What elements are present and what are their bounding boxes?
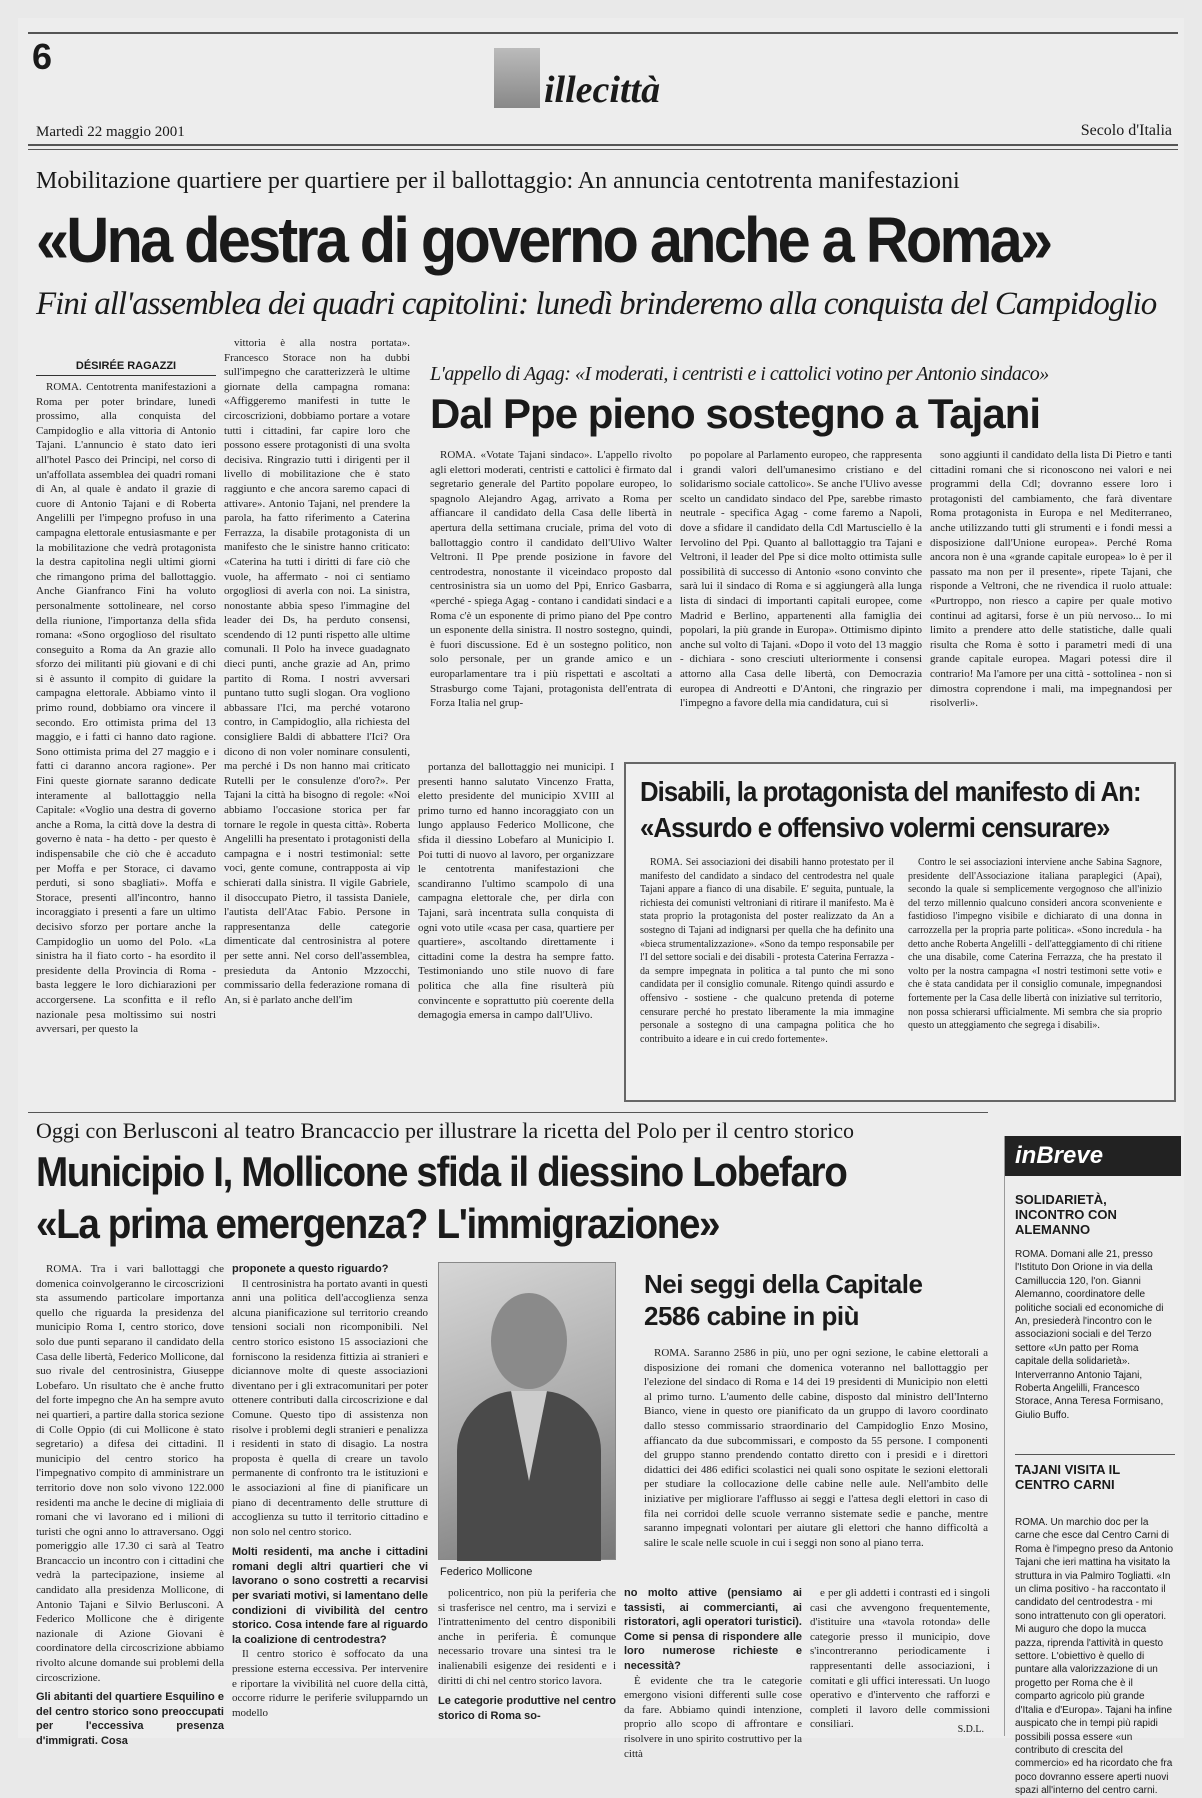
lead-byline: DÉSIRÉE RAGAZZI — [36, 360, 216, 376]
municipio-headline-2: «La prima emergenza? L'immigrazione» — [36, 1200, 720, 1247]
municipio-kicker: Oggi con Berlusconi al teatro Brancaccio per illustrare la ricetta del Polo per il centro storico — [36, 1118, 854, 1143]
breve-item-1-text: ROMA. Domani alle 21, presso l'Istituto Don Orione in via della Camilluccia 120, l'on. Gianni Alemanno, coordinatore delle politiche sociali ed economiche di An, presiederà l'incontro con le associazioni sociali e del Terzo settore «Un patto per Roma capitale della solidarietà». Interverranno Antonio Tajani, Roberta Angelilli, Francesco Storace, Anna Teresa Formisano, Giulio Buffo. — [1015, 1249, 1164, 1421]
in-breve-tag: inBreve — [1005, 1136, 1181, 1176]
disabili-headline-2: «Assurdo e offensivo volermi censurare» — [640, 812, 1110, 843]
disabili-column-2: Contro le sei associazioni interviene anche Sabina Sagnore, presidente dell'Associazione italiana paraplegici (Apai), secondo la quale si semplicemente vergognoso che all'inizio del terzo millennio qualcuno consideri ancora sconveniente e fastidioso l'impegno visibile e dichiarato di una donna in carrozzella per la propria parte politica». «Sono incredula - ha detto anche Roberta Angelilli - dell'atteggiamento di chi ritiene che una disabile, come Caterina Ferrazza, che ha prestato il volto per la nostra campagna «I nostri testimoni sette voti» e che è stata candidata per il consiglio comunale, impegnandosi fortemente per la Casa delle libertà con iniziative sul territorio, non possa schierarsi ufficialmente. Mi sembra che sia proprio questo un atteggiamento che segrega i disabili». — [908, 857, 1162, 1032]
agag-column-1: ROMA. «Votate Tajani sindaco». L'appello rivolto agli elettori moderati, centristi e cattolici è firmato dal segretario generale del Partito popolare europeo, lo spagnolo Alejandro Agag, arrivato a Roma per affiancare il candidato della Casa delle libertà in apertura della settimana cruciale, prima del voto di ballottaggio contro il candidato dell'Ulivo Walter Veltroni. Il Ppe prende posizione in favore del centrodestra, nonostante il viceindaco proposto dal centrosinistra sia un uomo del Ppi, Enrico Gasbarra, «perché - spiega Agag - contano i candidati sindaci e a Roma c'è un esponente di primo piano del Ppe contro un esponente della sinistra. Il nostro sostegno, quindi, è fuori discussione. Ed è un sostegno politico, non solo personale, per un grande amico e un europarlamentare tra i più rispettati e ascoltati a Strasburgo come Tajani, protagonista dell'entrata di Forza Italia nel grup- — [430, 449, 672, 710]
municipio-question-1-end: proponete a questo riguardo? — [232, 1263, 389, 1275]
municipio-column-2: proponete a questo riguardo? Il centrosinistra ha portato avanti in questi anni una politica dell'accoglienza senza alcuna pianificazione sul territorio creando tensioni sociali non ricomponibili. Nel centro storico esistono 15 associazioni che forniscono la residenza fittizia ai stranieri e diciannove molte di queste associazioni diventano per i gli extracomunitari per poter ottenere contributi dalla circoscrizione e dal Comune. Questo tipo di assistenza non risolve i problemi degli stranieri e penalizza i residenti in stato di disagio. La nostra proposta è quella di creare un tavolo permanente di confronto tra le istituzioni e le associazioni al fine di pianificare un piano di decentramento delle strutture di accoglienza su tutto il territorio cittadino e non solo nel centro storico. Molti residenti, ma anche i cittadini romani degli altri quartieri che vi lavorano o sono costretti a recarvisi per svariati motivi, si lamentano delle condizioni di vivibilità del centro storico. Cosa intende fare al riguardo la coalizione di centrodestra? Il centro storico è soffocato da una pressione esterna eccessiva. Per intervenire e riportare la vivibilità nel cuore della città, occorre ridurre le periferie svilupparndo un modello — [232, 1263, 428, 1719]
lead-column-1: ROMA. Centotrenta manifestazioni a Roma per poter brindare, lunedì prossimo, alla conquista del Campidoglio e alla vittoria di Antonio Tajani. L'annuncio è stato dato ieri all'hotel Pasco dei Principi, nel corso di un'affollata assemblea dei quadri romani di An, al quale è andato il grazie di cuore di Antonio Tajani e di Roberta Angelilli per l'impegno profuso in una campagna elettorale entusiasmante e per la mobilitazione che vedrà protagonista la destra capitolina negli ultimi giorni che rimangono prima del ballottaggio. Anche Gianfranco Fini ha voluto personalmente sottolineare, nel corso della riunione, l'importanza della sfida romana: «Sono orgoglioso del risultato conseguito a Roma da An grazie allo sforzo dei militanti più giovani e di chi si è assunto il compito di guidare la campagna elettorale. Abbiamo vinto il primo round, dobbiamo ora vincere il secondo. Ero ottimista prima del 13 maggio, e i fatti ci hanno dato ragione. Sono ottimista prima del 27 maggio e i fatti ci daranno ancora ragione». Per Fini queste giornate saranno dedicate interamente al ballottaggio nella Capitale: «Voglio una destra di governo anche a Roma, la città dove la destra di governo è nata - ha detto - per questo è indispensabile che ciò che è accaduto per Moffa e per Storace, ci davamo perduti, si sono sbagliati». Moffa e Storace, presenti all'incontro, hanno incoraggiato i presenti a fare un ultimo decisivo sforzo per portare anche la Campidoglio un uomo del Polo. «La sinistra ha il fiato corto - ha esordito il presidente della Provincia di Roma - basta leggere le loro dichiarazioni per accorgersene. La sconfitta e il reflo nazionale pesa moltissimo sui nostri avversari, per questo la — [36, 381, 216, 1036]
paper-name: Secolo d'Italia — [1080, 122, 1172, 139]
municipio-column-1: ROMA. Tra i vari ballottaggi che domenica coinvolgeranno le circoscrizioni sta assumendo particolare importanza quello che riguarda la presidenza del municipio Roma I, centro storico, dove solo due punti separano il candidato della Casa delle libertà, Federico Mollicone, dal suo rivale del centrosinistra, Giuseppe Lobefaro. Un risultato che è anche frutto del forte impegno che An ha sempre avuto nei quartieri, a partire dalla storica sezione di Colle Oppio (di cui Mollicone è stato segretario) a difesa dei cittadini. Il municipio del centro storico ha l'impegnativo compito di amministrare un territorio dove non solo vivono 122.000 residenti ma anche le decine di migliaia di romani che vi lavorano ed i milioni di turisti che ogni anno lo attraversano. Oggi pomeriggio alle 17.30 ci sarà al Teatro Brancaccio un incontro con i cittadini che vedrà la partecipazione, insieme al candidato alla presidenza Mollicone, di Antonio Tajani e Silvio Berlusconi. A Federico Mollicone che è dirigente nazionale di Azione Giovani è coordinatore della circoscrizione abbiamo rivolto alcune domande sui problemi della circoscrizione. — [36, 1263, 224, 1684]
disabili-column-1: ROMA. Sei associazioni dei disabili hanno protestato per il manifesto del candidato a sindaco del centrodestra nel quale Tajani appare a fianco di una disabile. E' seguita, puntuale, la richiesta dei comunisti veltroniani di ritirare il manifesto. Ma è stata proprio la protagonista del poster realizzato da An a sostegno di Tajani ad indignarsi per quella che ha definito una «bieca strumentalizzazione». «Sono da tempo responsabile per l'I del settore sociali e dei disabili - protesta Caterina Ferrazza - da sempre impegnata in politica a tal punto che mi sono candidata per il consiglio comunale. Ritengo quindi assurdo e offensivo - sostiene - che qualcuno pretenda di poterne censurare perché ho prestato liberamente la mia immagine personale a sostegno di una campagna politica che ho contribuito a ideare e in cui credo fortemente». — [640, 857, 894, 1045]
agag-headline: Dal Ppe pieno sostegno a Tajani — [430, 390, 1041, 437]
lead-headline: «Una destra di governo anche a Roma» — [36, 204, 1051, 276]
photo-caption: Federico Mollicone — [440, 1566, 533, 1578]
municipio-question-1: Gli abitanti del quartiere Esquilino e del centro storico sono preoccupati per l'eccessiva presenza d'immigrati. Cosa — [36, 1691, 224, 1747]
masthead-rule-thin — [28, 149, 1178, 150]
lead-column-3: portanza del ballottaggio nei municipi. I presenti hanno salutato Vincenzo Fratta, eletto presidente del municipio XVIII al primo turno ed hanno incoraggiato con un lungo applauso Federico Mollicone, che sfida il diessino Lobefaro al Municipio I. Poi tutti di nuovo al lavoro, per organizzare le centotrenta manifestazioni che scandiranno l'ultimo scampolo di una campagna elettorale che, per dirla con Tajani, sarà incentrata sulla conquista di ogni voto utile «casa per casa, quartiere per quartiere», ascoltando direttamente i cittadini come la destra ha sempre fatto. Testimoniando uno stile nuovo di fare politica che alla fine risulterà più convincente e soprattutto più coerente della demagogia emersa in campo dall'Ulivo. — [418, 761, 614, 1022]
breve-item-2-text: ROMA. Un marchio doc per la carne che esce dal Centro Carni di Roma è l'impegno preso da Antonio Tajani che ieri mattina ha visitato la struttura in via Palmiro Togliatti. «In un clima positivo - ha raccontato il candidato del centrodestra - mi sono intrattenuto con gli operatori. Mi auguro che dopo la mucca pazza, riprenda l'attività in questo settore. L'obiettivo è quello di puntare alla valorizzazione di un progetto per Roma che è il comparto agricolo più grande d'Italia e d'Europa». Tajani ha infine auspicato che in tempi più rapidi possibili possa essere «un contributo di crescita del commercio» ed ha ricordato che fra poco dovranno essere aperti nuovi spazi all'interno del centro carni. — [1015, 1517, 1174, 1797]
page-number: 6 — [32, 36, 53, 77]
municipio-column-4: no molto attive (pensiamo ai tassisti, ai commercianti, ai ristoratori, agli operatori turistici). Come si pensa di rispondere alle loro numerose richieste e necessità? È evidente che tra le categorie emergono visioni differenti sulle cose da fare. Abbiamo quindi intenzione, proprio allo scopo di affrontare e risolvere in uno spirito costruttivo per la città — [624, 1587, 802, 1760]
breve-item-1-title: SOLIDARIETÀ, INCONTRO CON ALEMANNO — [1015, 1192, 1117, 1237]
lead-kicker: Mobilitazione quartiere per quartiere per il ballottaggio: An annuncia centotrenta manifestazioni — [36, 168, 960, 194]
agag-column-2: po popolare al Parlamento europeo, che rappresenta i grandi valori dell'umanesimo cristiano e del solidarismo sociale cattolico». Se anche l'Ulivo avesse scelto un candidato sindaco del Ppe, sarebbe rimasto neutrale - specifica Agag - come faremo a Napoli, dove a sfidare il candidato della Cdl Martusciello è la Iervolino del Ppi. Quanto al ballottaggio tra Tajani e Veltroni, il leader del Ppe si dice molto ottimista sulle possibilità di successo di Antonio «sono convinto che sarà lui il sindaco di Roma e si aggiungerà alla lunga lista di sindaci di importanti capitali europee, come Madrid e Berlino, appartenenti alla famiglia dei popolari, la più grande in Europa». Ottimismo dipinto anche sul volto di Tajani. «Dopo il voto del 13 maggio - dichiara - sono cresciuti ulteriormente i consensi attorno alla Casa delle libertà, con Democrazia europea di Andreotti e D'Antoni, che ringrazio per l'impegno a favore della mia candidatura, cui si — [680, 449, 922, 710]
masthead-rule — [28, 144, 1178, 146]
municipio-question-3: Le categorie produttive nel centro storico di Roma so- — [438, 1695, 616, 1722]
agag-kicker: L'appello di Agag: «I moderati, i centristi e i cattolici votino per Antonio sindaco» — [430, 363, 1049, 385]
lead-subhead: Fini all'assemblea dei quadri capitolini: lunedì brinderemo alla conquista del Campidoglio — [36, 286, 1157, 322]
breve-item-2-title: TAJANI VISITA IL CENTRO CARNI — [1015, 1462, 1120, 1492]
agag-column-3: sono aggiunti il candidato della lista Di Pietro e tanti cittadini romani che si riconoscono nei valori e nei programmi della Cdl; dovranno essere loro i protagonisti del cambiamento, che farà diventare Roma protagonista in Europa e nel Mediterraneo, anche utilizzando tutti gli strumenti e i fondi messi a disposizione dall'Unione europea». Perché Roma ancora non è una «grande capitale europea» lo è per il passato ma non per il presente», ripete Tajani, che risponde a Veltroni, che ne rivendica il ruolo attuale: «Purtroppo, non riesco a capire per quale motivo continui ad agitarsi, forse è un più nervoso... Io mi limito a prendere atto delle statistiche, dalle quali risulta che Roma è sotto i parametri medi di una grande capitale europea. Magari potessi dire il contrario! Ma l'amore per una città - sottolinea - non si dimostra coprendone i mali, ma impegnandosi per risolverli». — [930, 449, 1172, 710]
section-divider — [28, 1112, 988, 1113]
section-logo-m — [494, 48, 540, 108]
in-breve-sidebar — [1004, 1136, 1180, 1797]
municipio-column-3: policentrico, non più la periferia che si trasferisce nel centro, ma i servizi e l'intrattenimento del centro disponibili anche in periferia. È comunque necessario trovare una sintesi tra le inalienabili esigenze dei residenti e i diritti di chi nel centro storico lavora. Le categorie produttive nel centro storico di Roma so- — [438, 1587, 616, 1722]
signature: S.D.L. — [957, 1724, 984, 1735]
municipio-question-3-end: no molto attive (pensiamo ai tassisti, ai commercianti, ai ristoratori, agli operatori turistici). Come si pensa di rispondere alle loro numerose richieste e necessità? — [624, 1587, 802, 1672]
municipio-headline-1: Municipio I, Mollicone sfida il diessino Lobefaro — [36, 1148, 847, 1195]
breve-divider — [1015, 1454, 1175, 1455]
seggi-text: ROMA. Saranno 2586 in più, uno per ogni sezione, le cabine elettorali a disposizione dei romani che domenica voteranno nel ballottaggio per l'elezione del sindaco di Roma e 14 dei 19 presidenti di Municipio non eletti al primo turno. L'aumento delle cabine, disposto dal ministro dell'Interno Bianco, viene in questo ore pianificato da un gruppo di lavoro coordinato dallo stesso commissario straordinario del Campidoglio Enzo Mosino, affiancato da due subcommissari, e composto da 55 persone. I componenti del gruppo stanno prendendo contatto diretto con i presidi e i direttori didattici dei 486 edifici scolastici nei quali sono ospitate le sezioni elettorali per studiare la collocazione delle cabine nelle aule. Nell'ambito delle iniziative per migliorare l'afflusso ai seggi e l'attesa degli elettori in caso di fila nei corridoi delle scuole verranno sistemate sedie e panche, mentre saranno impegnati volontari per aiutare gli elettori che hanno difficoltà a salire le scale nelle scuole in cui i seggi non sono al piano terra. — [644, 1347, 988, 1549]
top-rule — [28, 32, 1178, 34]
section-title: illecittà — [544, 69, 661, 111]
issue-date: Martedì 22 maggio 2001 — [36, 124, 185, 140]
disabili-headline-1: Disabili, la protagonista del manifesto di An: — [640, 776, 1141, 807]
mollicone-photo — [438, 1262, 616, 1560]
municipio-question-2: Molti residenti, ma anche i cittadini romani degli altri quartieri che vi lavorano o sono costretti a recarvisi per svariati motivi, si lamentano delle condizioni di vivibilità del centro storico. Cosa intende fare al riguardo la coalizione di centrodestra? — [232, 1546, 428, 1646]
newspaper-page — [18, 18, 1184, 1797]
seggi-headline: Nei seggi della Capitale 2586 cabine in più — [644, 1269, 923, 1331]
lead-column-2: vittoria è alla nostra portata». Francesco Storace non ha dubbi sull'impegno che caratterizzerà le ultime giornate della campagna romana: «Affiggeremo manifesti in tutte le circoscrizioni, dobbiamo portare a votare tutti i cittadini, far capire loro che possono essere protagonisti di una svolta decisiva. Ringrazio tutti i dirigenti per il livello di mobilitazione che è stato raggiunto e che ancora saremo capaci di attivare». Antonio Tajani, nel prendere la parola, ha fatto riferimento a Caterina Ferrazza, la disabile protagonista di un manifesto che le sinistre hanno criticato: «Caterina ha tutti i diritti di fare ciò che vuole, ha affermato - noi ci sentiamo orgogliosi di averla con noi. La sinistra, nonostante abbia speso l'immagine del leader dei Ds, ha perduto consensi, scendendo di 12 punti rispetto alle ultime comunali. Il Polo ha invece guadagnato dieci punti, anche grazie ad An, primo partito di Roma. I nostri avversari puntano tutto sugli slogan. Ora vogliono abbassare l'Ici, ma perché votarono contro, in Campidoglio, alla richiesta del consigliere Baldi di abbattere l'Ici? Ora dicono di non voler nominare consulenti, ma perché i Ds non hanno mai criticato Rutelli per le consulenze d'oro?». Per Tajani la città ha bisogno di regole: «Noi abbiamo l'occasione storica per far tornare le regole in questa città». Roberta Angelilli ha presentato i protagonisti della campagna e i nostri testimonial: sette voci, gente comune, contrapposta ai vip schierati dalla sinistra. Il vigile Gabriele, il disoccupato Pietro, il tassista Daniele, l'autista dell'Atac Fabio. Persone in rappresentanza delle categorie dimenticate dal centrosinistra al potere per sette anni. Nel corso dell'assemblea, presieduta da Antonio Mzzocchi, commissario della federazione romana di An, si è parlato anche dell'im — [224, 337, 410, 1006]
disabili-box — [624, 762, 1176, 1102]
municipio-column-5: e per gli addetti i contrasti ed i singoli casi che avvengono frequentemente, d'istituire una «tavola rotonda» delle categorie presso il municipio, dove s'incontreranno periodicamente i rappresentanti delle associazioni, i comitati e gli uffici interessati. Un luogo operativo e d'intervento che rafforzi e completi il lavoro delle commissioni consiliari. — [810, 1587, 990, 1731]
